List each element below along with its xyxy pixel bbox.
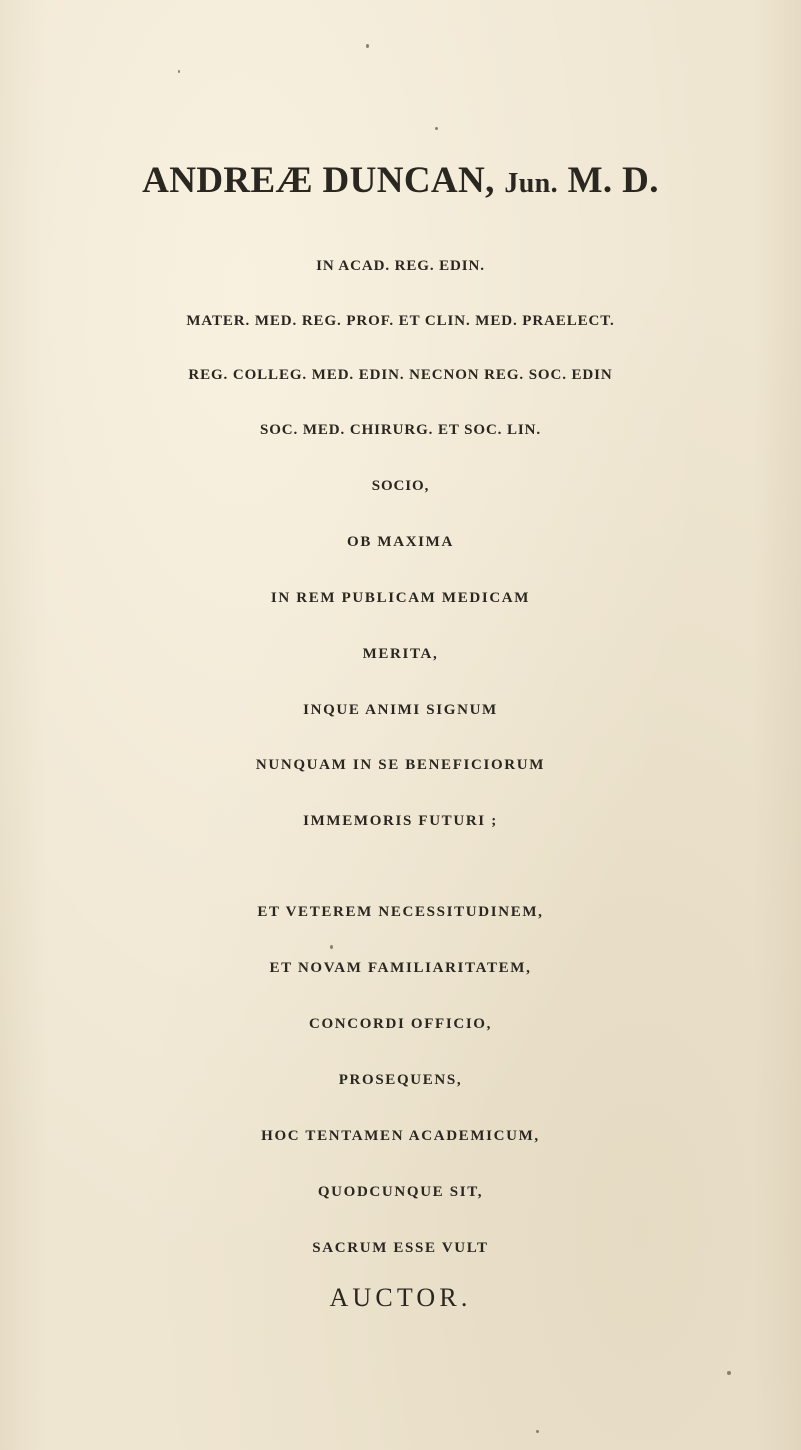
ink-speck [536, 1430, 539, 1433]
title-jun: Jun. [504, 168, 558, 199]
line-auctor: AUCTOR. [329, 1283, 472, 1312]
line-prosequens: PROSEQUENS, [338, 1072, 463, 1088]
line-inque: INQUE ANIMI SIGNUM [303, 702, 498, 718]
line-soc: SOC. MED. CHIRURG. ET SOC. LIN. [260, 422, 541, 438]
line-socio: SOCIO, [371, 478, 430, 494]
dedication-title [0, 159, 801, 202]
line-quodcunque: QUODCUNQUE SIT, [317, 1184, 484, 1200]
line-in-rem: IN REM PUBLICAM MEDICAM [270, 590, 531, 606]
line-hoc: HOC TENTAMEN ACADEMICUM, [261, 1128, 540, 1144]
line-et-veterem: ET VETEREM NECESSITUDINEM, [257, 904, 544, 920]
title-name: ANDREÆ DUNCAN, [142, 160, 495, 201]
ink-speck [435, 127, 438, 130]
ink-speck [727, 1371, 731, 1375]
line-immemoris: IMMEMORIS FUTURI ; [303, 813, 498, 829]
title-md: M. D. [567, 160, 659, 201]
ink-speck [330, 945, 333, 949]
line-colleg: REG. COLLEG. MED. EDIN. NECNON REG. SOC. EDIN [188, 367, 613, 383]
line-merita: MERITA, [362, 646, 439, 662]
ink-speck [178, 70, 180, 73]
line-nunquam: NUNQUAM IN SE BENEFICIORUM [255, 757, 546, 773]
line-concordi: CONCORDI OFFICIO, [308, 1016, 493, 1032]
line-acad: IN ACAD. REG. EDIN. [316, 258, 485, 274]
line-mater: MATER. MED. REG. PROF. ET CLIN. MED. PRAELECT. [186, 313, 615, 329]
ink-speck [366, 44, 369, 48]
line-sacrum: SACRUM ESSE VULT [312, 1240, 489, 1256]
line-ob-maxima: OB MAXIMA [347, 534, 454, 550]
line-et-novam: ET NOVAM FAMILIARITATEM, [269, 960, 532, 976]
